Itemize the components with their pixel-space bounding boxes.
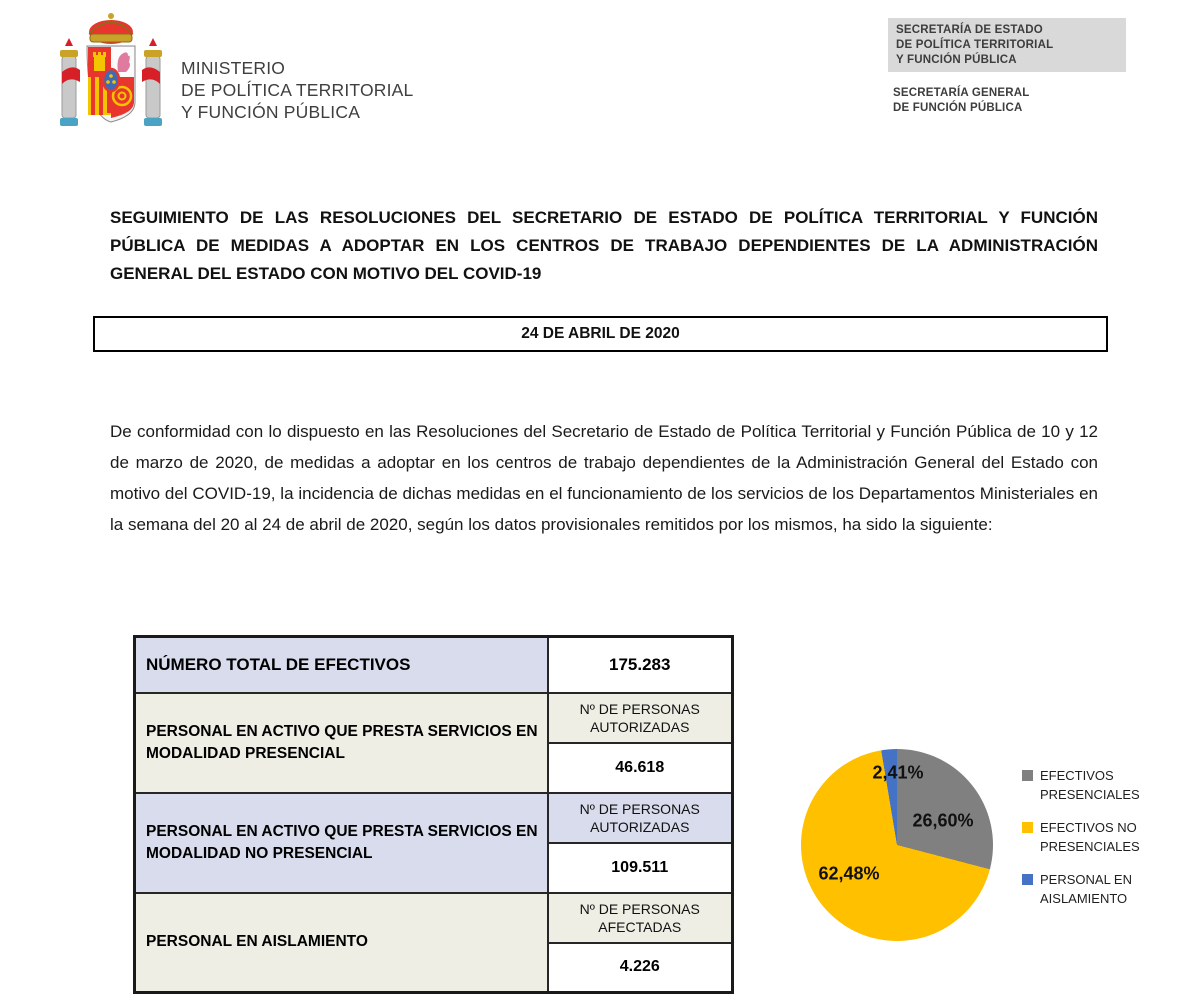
legend-swatch-yellow-icon <box>1022 822 1033 833</box>
pie-slice-label-aislamiento: 2,41% <box>872 762 924 783</box>
row-value-cell: 109.511 <box>548 843 733 893</box>
row-label-cell: PERSONAL EN ACTIVO QUE PRESTA SERVICIOS EN MODALIDAD PRESENCIAL <box>135 693 548 793</box>
total-label-cell: NÚMERO TOTAL DE EFECTIVOS <box>135 637 548 693</box>
table-row <box>135 893 733 943</box>
secretariat-line: SECRETARÍA GENERAL <box>893 87 1030 99</box>
row-value-cell: 4.226 <box>548 943 733 993</box>
legend-label: PERSONAL EN AISLAMIENTO <box>1040 872 1132 906</box>
date-box <box>93 316 1108 352</box>
body-paragraph: De conformidad con lo dispuesto en las Resoluciones del Secretario de Estado de Política Territorial y Función Pública de 10 y 12 de marzo de 2020, de medidas a adoptar en los centros de trabajo dependientes de la Administración General del Estado con motivo del COVID-19, la incidencia de dichas medidas en el funcionamiento de los servicios de los Departamentos Ministeriales en la semana del 20 al 24 de abril de 2020, según los datos provisionales remitidos por los mismos, ha sido la siguiente: <box>110 422 1098 534</box>
document-title: SEGUIMIENTO DE LAS RESOLUCIONES DEL SECRETARIO DE ESTADO DE POLÍTICA TERRITORIAL Y FUNCIÓN PÚBLICA DE MEDIDAS A ADOPTAR EN LOS CENTROS DE TRABAJO DEPENDIENTES DE LA ADMINISTRACIÓN GENERAL DEL ESTADO CON MOTIVO DEL COVID-19 <box>110 208 1098 283</box>
legend-swatch-blue-icon <box>1022 874 1033 885</box>
secretariat-general-label <box>893 86 1030 116</box>
ministry-name <box>181 57 414 123</box>
row-sublabel-cell: Nº DE PERSONAS AUTORIZADAS <box>548 793 733 843</box>
secretariat-line: SECRETARÍA DE ESTADO <box>896 24 1043 36</box>
ministry-line: Y FUNCIÓN PÚBLICA <box>181 102 361 122</box>
row-label-cell: PERSONAL EN ACTIVO QUE PRESTA SERVICIOS EN MODALIDAD NO PRESENCIAL <box>135 793 548 893</box>
secretariat-line: Y FUNCIÓN PÚBLICA <box>896 53 1017 66</box>
crown <box>89 13 133 44</box>
table-row <box>135 793 733 843</box>
secretariat-line: DE POLÍTICA TERRITORIAL <box>896 38 1054 51</box>
legend-label: EFECTIVOS NO PRESENCIALES <box>1040 820 1140 854</box>
row-value-cell: 46.618 <box>548 743 733 793</box>
pie-slice-label-no-presenciales: 62,48% <box>818 863 880 884</box>
row-sublabel-cell: Nº DE PERSONAS AFECTADAS <box>548 893 733 943</box>
spain-coat-of-arms-logo <box>60 10 162 134</box>
legend-label: EFECTIVOS PRESENCIALES <box>1040 768 1140 802</box>
legend-item-no-presenciales <box>1022 818 1172 856</box>
secretariat-state-box <box>888 18 1126 72</box>
table-row <box>135 693 733 743</box>
legend-item-presenciales <box>1022 766 1172 804</box>
pie-slice-label-presenciales: 26,60% <box>912 810 974 831</box>
total-value-cell: 175.283 <box>548 637 733 693</box>
shield <box>87 46 135 122</box>
legend-item-aislamiento <box>1022 870 1172 908</box>
row-sublabel-cell: Nº DE PERSONAS AUTORIZADAS <box>548 693 733 743</box>
date-text: 24 DE ABRIL DE 2020 <box>521 325 680 342</box>
table-row-total <box>135 637 733 693</box>
ministry-line: DE POLÍTICA TERRITORIAL <box>181 80 414 100</box>
staff-figures-table <box>133 635 734 994</box>
row-label-cell: PERSONAL EN AISLAMIENTO <box>135 893 548 993</box>
pie-legend <box>1022 766 1172 922</box>
legend-swatch-gray-icon <box>1022 770 1033 781</box>
ministry-line: MINISTERIO <box>181 58 286 78</box>
secretariat-line: DE FUNCIÓN PÚBLICA <box>893 101 1023 114</box>
